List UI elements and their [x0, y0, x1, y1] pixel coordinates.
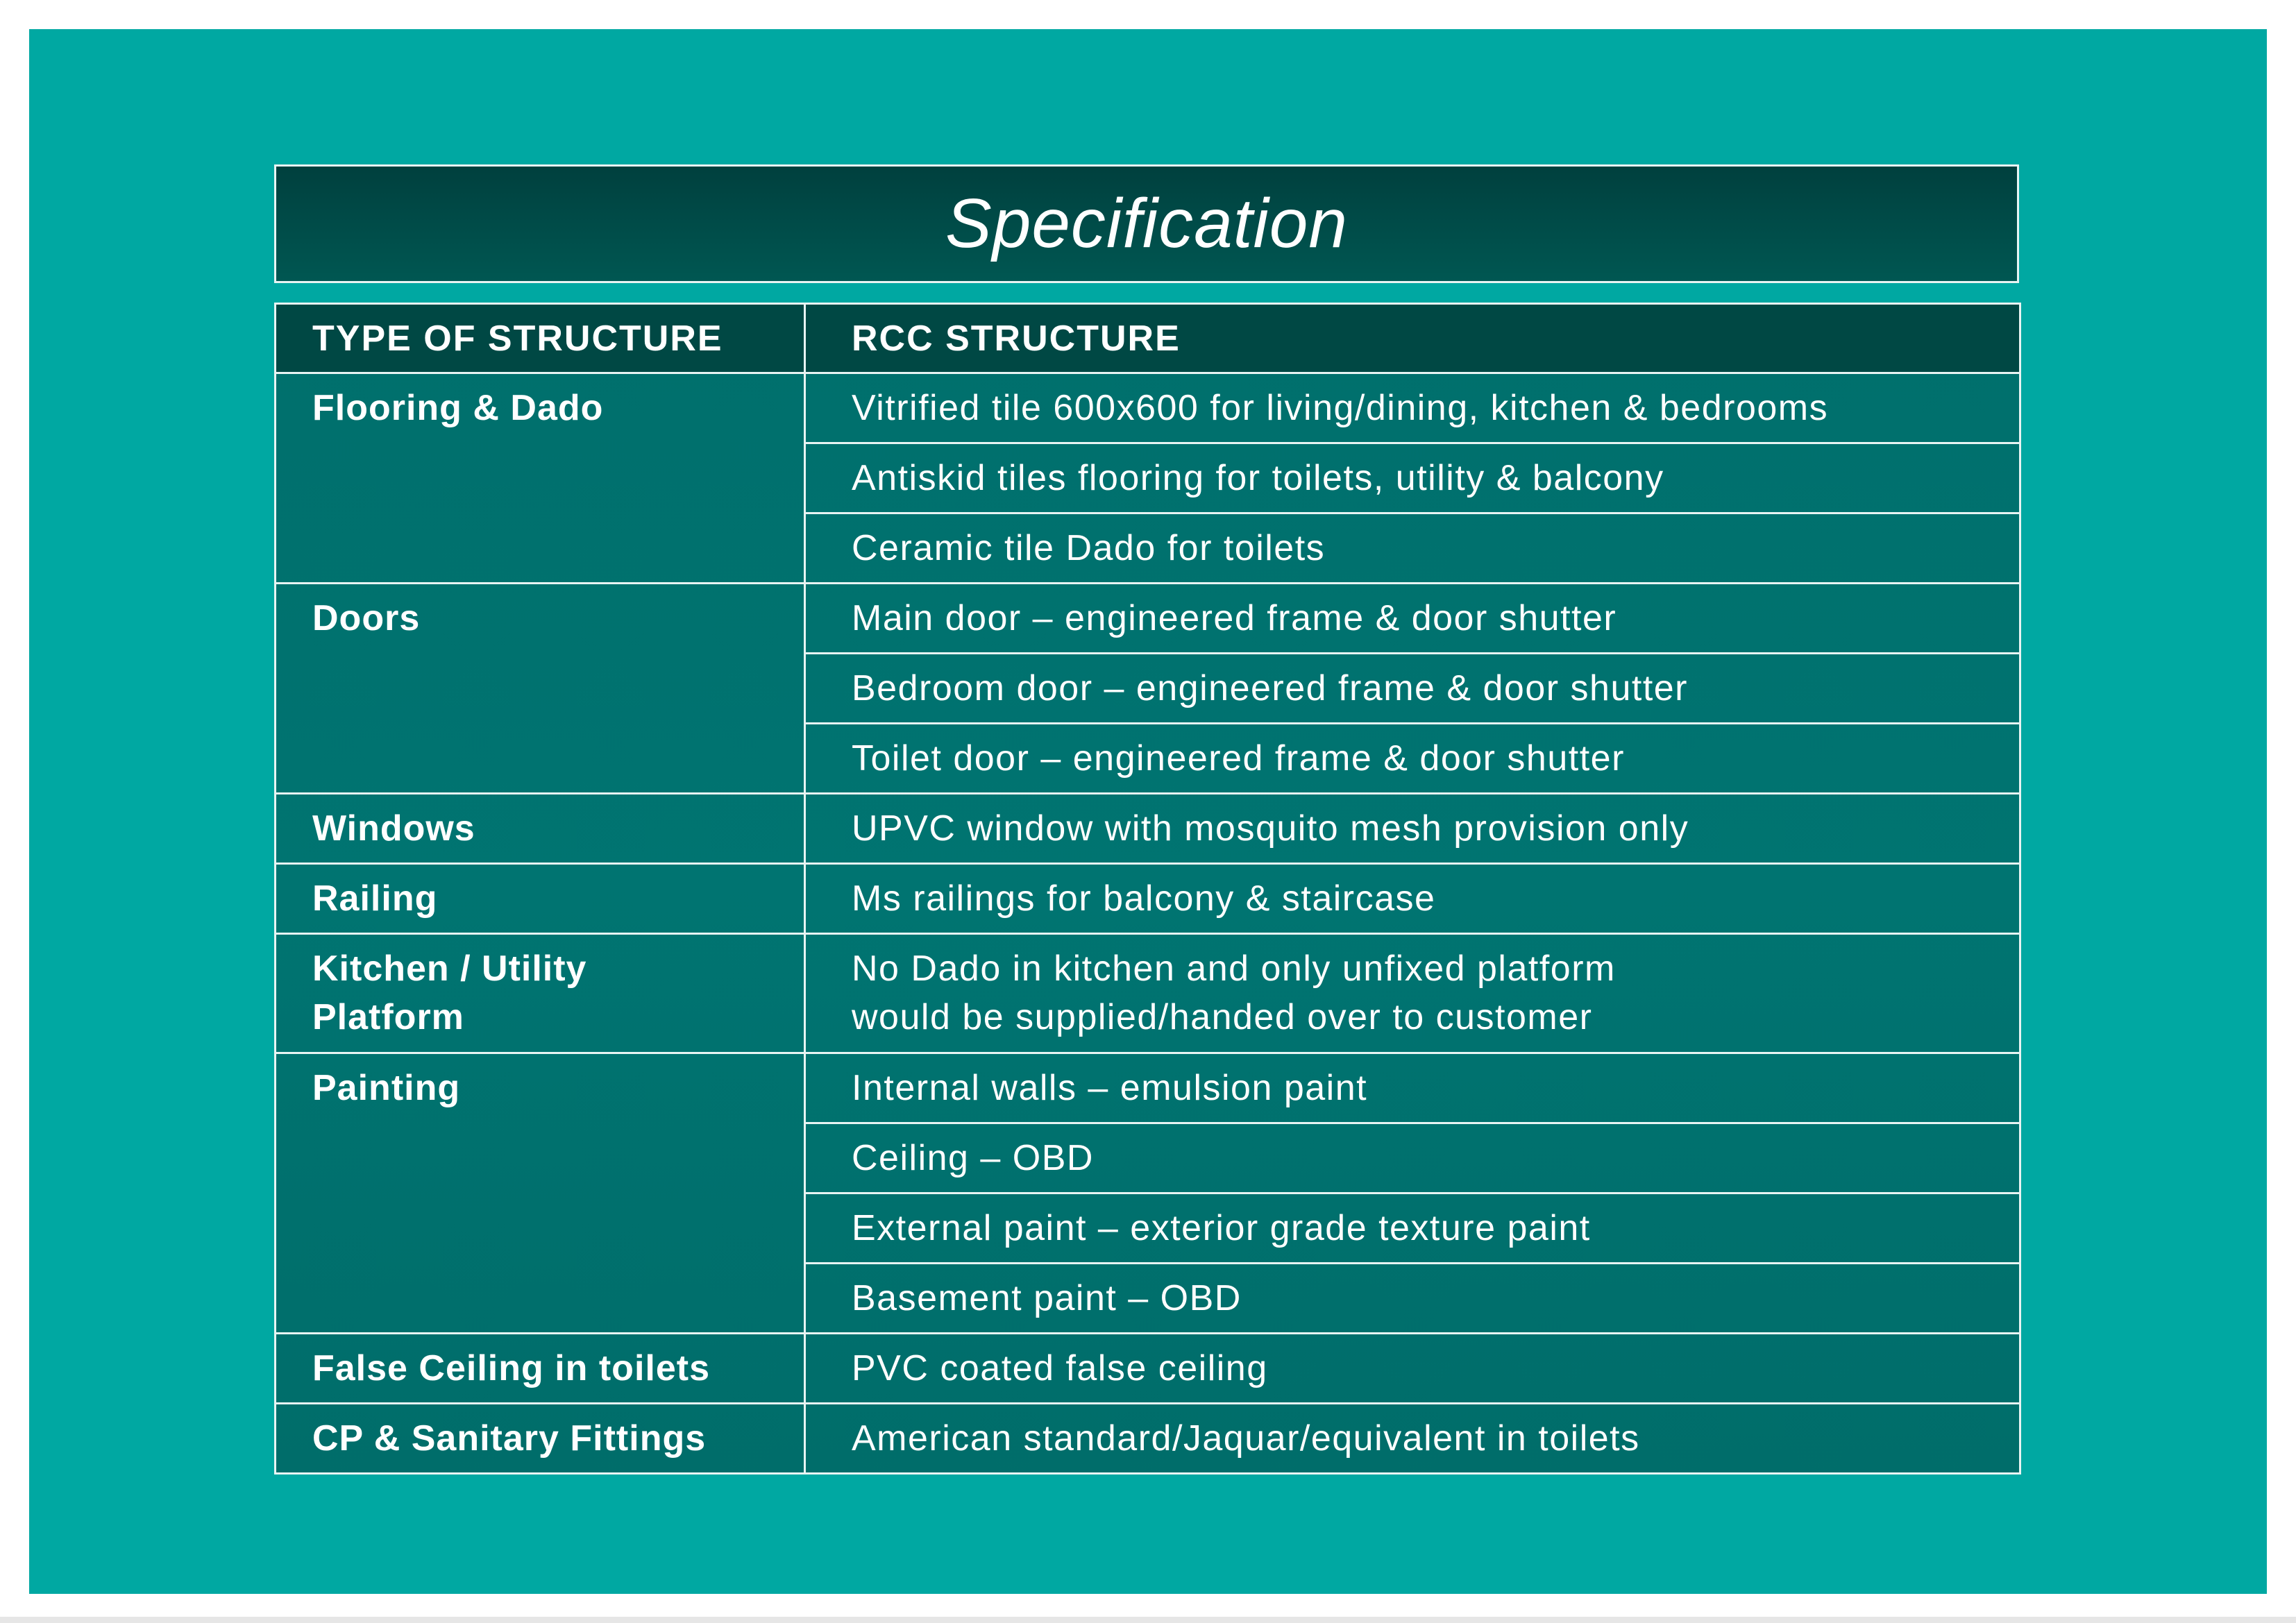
category-line: Platform [312, 997, 464, 1037]
spec-cell: Ceramic tile Dado for toilets [805, 513, 2020, 584]
spec-cell: Basement paint – OBD [805, 1264, 2020, 1334]
page-title: Specification [945, 185, 1348, 262]
table-row [276, 584, 2020, 654]
spec-cell: Ms railings for balcony & staircase [805, 864, 2020, 934]
column-header-rcc: RCC STRUCTURE [805, 304, 2020, 373]
category-cell: Painting [276, 1053, 805, 1334]
category-cell: CP & Sanitary Fittings [276, 1404, 805, 1474]
spec-cell: Bedroom door – engineered frame & door shutter [805, 654, 2020, 724]
spec-cell: Vitrified tile 600x600 for living/dining, kitchen & bedrooms [805, 373, 2020, 443]
table-row [276, 1404, 2020, 1474]
category-cell: Flooring & Dado [276, 373, 805, 584]
title-banner [274, 164, 2019, 283]
spec-cell: Main door – engineered frame & door shutter [805, 584, 2020, 654]
page-bottom-edge [0, 1617, 2296, 1623]
spec-cell [805, 934, 2020, 1053]
table-row [276, 1334, 2020, 1404]
category-cell: Windows [276, 794, 805, 864]
spec-cell: External paint – exterior grade texture paint [805, 1193, 2020, 1264]
category-cell [276, 934, 805, 1053]
spec-cell: UPVC window with mosquito mesh provision only [805, 794, 2020, 864]
spec-cell: PVC coated false ceiling [805, 1334, 2020, 1404]
table-row [276, 794, 2020, 864]
category-cell: False Ceiling in toilets [276, 1334, 805, 1404]
table-header-row [276, 304, 2020, 373]
table-row [276, 864, 2020, 934]
table-row [276, 1053, 2020, 1123]
spec-cell: Toilet door – engineered frame & door shutter [805, 724, 2020, 794]
spec-cell: American standard/Jaquar/equivalent in toilets [805, 1404, 2020, 1474]
category-cell: Railing [276, 864, 805, 934]
spec-line: No Dado in kitchen and only unfixed platform [852, 949, 1616, 989]
spec-cell: Antiskid tiles flooring for toilets, utility & balcony [805, 443, 2020, 513]
table-row [276, 934, 2020, 1053]
category-line: Kitchen / Utility [312, 949, 587, 989]
table-row [276, 373, 2020, 443]
spec-cell: Ceiling – OBD [805, 1123, 2020, 1193]
spec-line: would be supplied/handed over to customer [852, 997, 1593, 1037]
specification-table [274, 303, 2021, 1475]
column-header-type: TYPE OF STRUCTURE [276, 304, 805, 373]
spec-cell: Internal walls – emulsion paint [805, 1053, 2020, 1123]
category-cell: Doors [276, 584, 805, 794]
